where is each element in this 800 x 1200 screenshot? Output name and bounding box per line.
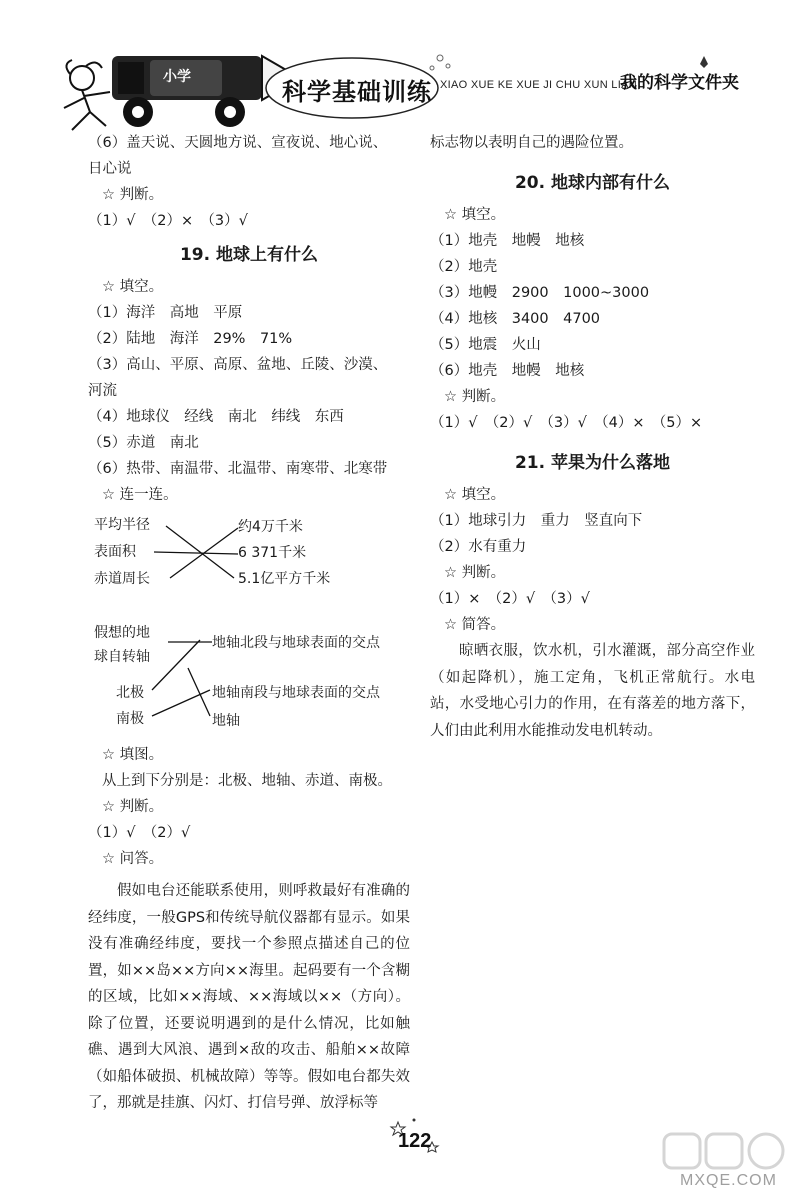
answer-line: 河流 <box>88 383 117 399</box>
answer-line: （3）高山、平原、高原、盆地、丘陵、沙漠、 <box>88 357 388 373</box>
answer-line: （1）√ （2）√ （3）√ （4）× （5）× <box>430 415 703 431</box>
answer-paragraph: 晾晒衣服，饮水机，引水灌溉，部分高空作业（如起降机），施工定角，飞机正常航行。水电站，水受地心引力的作用，在有落差的地方落下，人们由此利用水能推动发电机转动。 <box>430 643 755 739</box>
answer-line: （2）水有重力 <box>430 539 527 555</box>
section-heading-21: 21. 苹果为什么落地 <box>514 453 671 473</box>
header-pinyin: XIAO XUE KE XUE JI CHU XUN LIAN <box>440 79 637 91</box>
header-folder-title: 我的科学文件夹 <box>620 73 739 93</box>
section-marker: ☆ 连一连。 <box>102 487 178 503</box>
section-marker: ☆ 判断。 <box>102 799 164 815</box>
answer-line: （6）盖天说、天圆地方说、宣夜说、地心说、 <box>88 135 388 151</box>
answer-line: （2）陆地 海洋 29% 71% <box>88 331 293 347</box>
answer-paragraph: 假如电台还能联系使用，则呼救最好有准确的经纬度，一般GPS和传统导航仪器都有显示。如果没有准确经纬度，要找一个参照点描述自己的位置，如××岛××方向××海里。起码要有一个含糊的区域，比如××海域、××海域以××（方向）。除了位置，还要说明遇到的是什么情况，比如触礁、遇到大风浪、遇到×敌的攻击、船舶××故障（如船体破损、机械故障）等等。假如电台都失效了，那就是挂旗、闪灯、打信号弹、放浮标等 <box>88 883 410 1111</box>
header-badge: 小学 <box>163 69 191 85</box>
answer-line: 日心说 <box>88 161 132 177</box>
header-banner <box>0 0 800 140</box>
section-heading-19: 19. 地球上有什么 <box>179 245 319 265</box>
answer-line: （5）赤道 南北 <box>88 435 199 451</box>
matching-exercise-2 <box>88 620 410 742</box>
watermark-text: MXQE.COM <box>680 1172 777 1189</box>
answer-line: （6）热带、南温带、北温带、南寒带、北寒带 <box>88 461 388 477</box>
section-marker: ☆ 填图。 <box>102 747 164 763</box>
section-marker: ☆ 判断。 <box>444 565 506 581</box>
answer-line: （1）√ （2）√ <box>88 825 191 841</box>
match-left-item: 赤道周长 <box>94 571 150 587</box>
page-number: 122 <box>398 1130 432 1152</box>
section-marker: ☆ 判断。 <box>102 187 164 203</box>
answer-line: （4）地球仪 经线 南北 纬线 东西 <box>88 409 344 425</box>
answer-line: （1）海洋 高地 平原 <box>88 305 243 321</box>
left-column <box>88 130 410 1117</box>
section-marker: ☆ 问答。 <box>102 851 164 867</box>
match-left-item: 球自转轴 <box>94 649 150 665</box>
answer-line: （3）地幔 2900 1000~3000 <box>430 285 650 301</box>
answer-line: 标志物以表明自己的遇险位置。 <box>430 135 633 151</box>
match-right-item: 地轴 <box>212 713 240 729</box>
match-left-item: 北极 <box>116 685 144 701</box>
match-right-item: 地轴南段与地球表面的交点 <box>212 685 380 701</box>
match-right-item: 6 371千米 <box>238 545 307 561</box>
match-left-item: 表面积 <box>94 544 136 560</box>
section-marker: ☆ 填空。 <box>444 487 506 503</box>
match-left-item: 假想的地 <box>94 625 150 641</box>
answer-line: 从上到下分别是：北极、地轴、赤道、南极。 <box>102 773 392 789</box>
section-marker: ☆ 判断。 <box>444 389 506 405</box>
section-heading-20: 20. 地球内部有什么 <box>514 173 671 193</box>
answer-line: （1）地壳 地幔 地核 <box>430 233 585 249</box>
match-left-item: 平均半径 <box>94 517 150 533</box>
section-marker: ☆ 简答。 <box>444 617 506 633</box>
header-title: 科学基础训练 <box>282 78 432 106</box>
answer-line: （6）地壳 地幔 地核 <box>430 363 585 379</box>
match-right-item: 约4万千米 <box>238 519 303 535</box>
kid-figure-icon <box>64 60 110 130</box>
answer-line: （1）√ （2）× （3）√ <box>88 213 248 229</box>
matching-exercise-1 <box>88 512 410 598</box>
match-right-item: 5.1亿平方千米 <box>238 571 331 587</box>
section-marker: ☆ 填空。 <box>102 279 164 295</box>
answer-line: （4）地核 3400 4700 <box>430 311 601 327</box>
answer-line: （2）地壳 <box>430 259 498 275</box>
match-left-item: 南极 <box>116 711 144 727</box>
answer-line: （1）× （2）√ （3）√ <box>430 591 590 607</box>
match-right-item: 地轴北段与地球表面的交点 <box>212 635 380 651</box>
section-marker: ☆ 填空。 <box>444 207 506 223</box>
answer-line: （1）地球引力 重力 竖直向下 <box>430 513 643 529</box>
right-column <box>430 130 755 744</box>
answer-line: （5）地震 火山 <box>430 337 541 353</box>
